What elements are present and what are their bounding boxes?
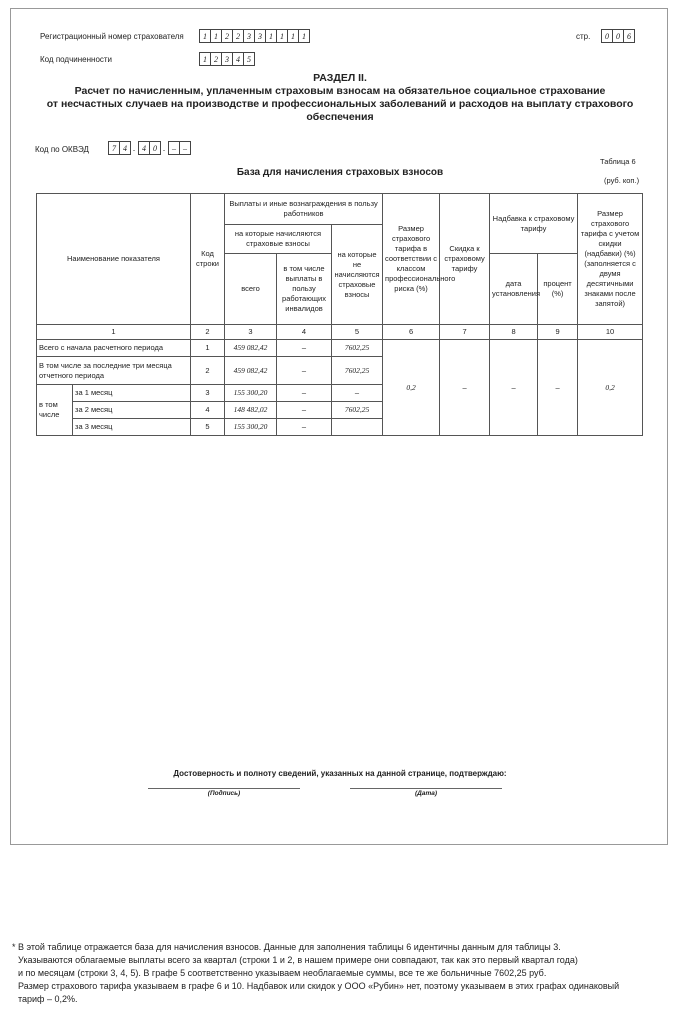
header-disabled: в том числе выплаты в пользу работающих инвалидов (277, 254, 332, 325)
okved-digit: – (179, 141, 191, 155)
header-percent: процент (%) (538, 254, 578, 325)
column-number: 9 (538, 325, 578, 340)
footnote-line: * В этой таблице отражается база для начисления взносов. Данные для заполнения таблицы 6 идентичны данным для таблицы 3. (12, 942, 561, 952)
signature-caption: (Подпись) (207, 790, 241, 797)
reg-number-cells (199, 29, 309, 43)
row-name: за 2 месяц (73, 402, 191, 419)
row-code: 3 (191, 385, 225, 402)
reg-digit: 1 (199, 29, 211, 43)
reg-digit: 1 (287, 29, 299, 43)
subordination-label: Код подчиненности (40, 55, 113, 64)
reg-digit: 1 (210, 29, 222, 43)
page-number-cells (601, 29, 634, 43)
signature-line (148, 788, 300, 789)
column-number: 8 (490, 325, 538, 340)
reg-digit: 1 (276, 29, 288, 43)
row-name: за 3 месяц (73, 419, 191, 436)
section-line: Расчет по начисленным, уплаченным страховым взносам на обязательное социальное страхование (74, 85, 606, 97)
column-number: 1 (37, 325, 191, 340)
confirmation-statement: Достоверность и полноту сведений, указанных на данной странице, подтверждаю: (173, 769, 507, 778)
header-total: всего (225, 254, 277, 325)
sub-digit: 5 (243, 52, 255, 66)
okved-digit: 4 (119, 141, 131, 155)
header-final-tariff: Размер страхового тарифа с учетом скидки (надбавки) (%) (заполняется с двумя десятичными знаками после запятой) (578, 194, 643, 325)
okved-label: Код по ОКВЭД (35, 145, 89, 154)
footnote-line: Указываются облагаемые выплаты всего за квартал (строки 1 и 2, в нашем примере они совпадают, так как это первый квартал года) (18, 955, 578, 965)
okved-digit: 0 (149, 141, 161, 155)
column-number: 5 (332, 325, 383, 340)
reg-digit: 1 (265, 29, 277, 43)
date-line (350, 788, 502, 789)
sub-digit: 4 (232, 52, 244, 66)
row-disabled: – (277, 402, 332, 419)
header-name: Наименование показателя (37, 194, 191, 325)
okved-digit: – (168, 141, 180, 155)
header-discount: Скидка к страховому тарифу (440, 194, 490, 325)
discount-value: – (440, 340, 490, 436)
okved-digit: 4 (138, 141, 150, 155)
including-label: в том числе (37, 385, 73, 436)
table-row (37, 340, 643, 357)
header-tariff: Размер страхового тарифа в соответствии с классом профессионального риска (%) (383, 194, 440, 325)
subordination-cells (199, 52, 254, 66)
reg-digit: 3 (243, 29, 255, 43)
table-number: Таблица 6 (600, 157, 636, 166)
row-total: 155 300,20 (225, 419, 277, 436)
page-label: стр. (576, 32, 591, 41)
header-surcharge: Надбавка к страховому тарифу (490, 194, 578, 254)
row-not-accrued: 7602,25 (332, 357, 383, 385)
row-name: за 1 месяц (73, 385, 191, 402)
header-date: дата установления (490, 254, 538, 325)
final-tariff-value: 0,2 (578, 340, 643, 436)
header-not-accrued: на которые не начисляются страховые взносы (332, 225, 383, 325)
reg-digit: 2 (221, 29, 233, 43)
column-number: 7 (440, 325, 490, 340)
row-code: 4 (191, 402, 225, 419)
row-code: 1 (191, 340, 225, 357)
column-number: 6 (383, 325, 440, 340)
okved-digit: 7 (108, 141, 120, 155)
okved-separator: . (132, 143, 136, 153)
column-number: 10 (578, 325, 643, 340)
sub-digit: 3 (221, 52, 233, 66)
footnote-line: тариф – 0,2%. (18, 994, 78, 1004)
row-not-accrued (332, 419, 383, 436)
section-heading: РАЗДЕЛ II. (313, 72, 367, 84)
okved-separator: . (162, 143, 166, 153)
row-not-accrued: 7602,25 (332, 340, 383, 357)
footnote-line: Размер страхового тарифа указываем в графе 6 и 10. Надбавок или скидок у ООО «Рубин» нет, поэтому указываем в этих графах одинаковый (18, 981, 620, 991)
row-disabled: – (277, 419, 332, 436)
surcharge-date-value: – (490, 340, 538, 436)
row-name: Всего с начала расчетного периода (37, 340, 191, 357)
table-title: База для начисления страховых взносов (236, 167, 444, 178)
row-total: 148 482,02 (225, 402, 277, 419)
row-disabled: – (277, 385, 332, 402)
column-number: 2 (191, 325, 225, 340)
row-not-accrued: 7602,25 (332, 402, 383, 419)
page-digit: 0 (612, 29, 624, 43)
footnote (12, 941, 672, 1006)
reg-digit: 2 (232, 29, 244, 43)
sub-digit: 1 (199, 52, 211, 66)
sub-digit: 2 (210, 52, 222, 66)
date-caption: (Дата) (414, 790, 438, 797)
tariff-value: 0,2 (383, 340, 440, 436)
reg-digit: 1 (298, 29, 310, 43)
reg-number-label: Регистрационный номер страхователя (40, 32, 184, 41)
footnote-line: и по месяцам (строки 3, 4, 5). В графе 5 соответственно указываем необлагаемые суммы, все те же больничные 7602,25 руб. (18, 968, 547, 978)
section-line: обеспечения (306, 111, 374, 123)
section-title-block (20, 72, 660, 124)
row-total: 459 082,42 (225, 357, 277, 385)
column-numbers-row (37, 325, 643, 340)
row-disabled: – (277, 340, 332, 357)
row-not-accrued: – (332, 385, 383, 402)
table-unit: (руб. коп.) (604, 176, 640, 185)
column-number: 4 (277, 325, 332, 340)
row-disabled: – (277, 357, 332, 385)
section-line: от несчастных случаев на производстве и профессиональных заболеваний и расходов на выплату страхового (46, 98, 634, 110)
row-name: В том числе за последние три месяца отчетного периода (37, 357, 191, 385)
row-total: 459 082,42 (225, 340, 277, 357)
page-digit: 0 (601, 29, 613, 43)
header-accrued: на которые начисляются страховые взносы (225, 225, 332, 254)
header-code: Код строки (191, 194, 225, 325)
reg-digit: 3 (254, 29, 266, 43)
row-code: 2 (191, 357, 225, 385)
header-payments: Выплаты и иные вознаграждения в пользу работников (225, 194, 383, 225)
base-table (36, 193, 643, 436)
surcharge-percent-value: – (538, 340, 578, 436)
row-code: 5 (191, 419, 225, 436)
okved-cells (108, 141, 190, 155)
column-number: 3 (225, 325, 277, 340)
page-digit: 6 (623, 29, 635, 43)
row-total: 155 300,20 (225, 385, 277, 402)
